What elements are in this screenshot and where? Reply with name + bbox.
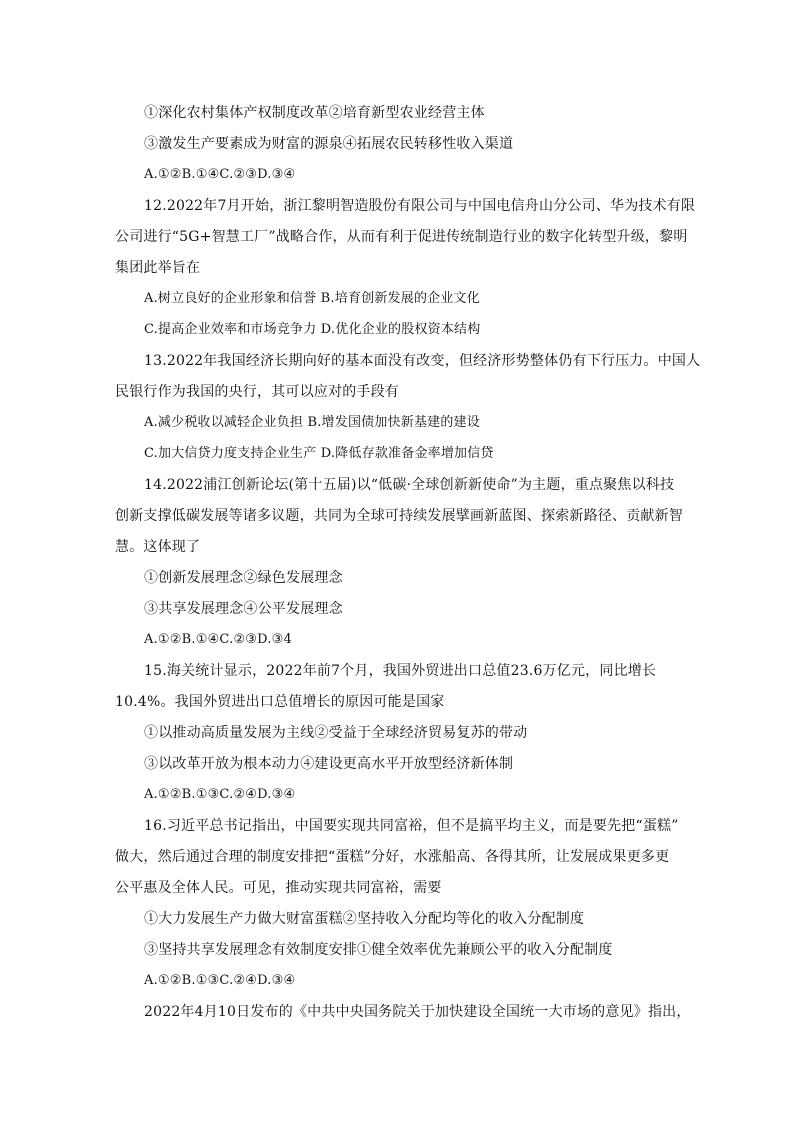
text-line: 公平惠及全体人民。可见，推动实现共同富裕，需要 — [115, 880, 442, 896]
text-line: ①创新发展理念②绿色发展理念 — [144, 570, 343, 586]
answer-options: A.减少税收以减轻企业负担 B.增发国债加快新基建的建设 — [144, 415, 480, 430]
text-line: ③激发生产要素成为财富的源泉④拓展农民转移性收入渠道 — [144, 136, 514, 152]
answer-options: A.树立良好的企业形象和信誉 B.培育创新发展的企业文化 — [144, 291, 480, 306]
text-line: ①以推动高质量发展为主线②受益于全球经济贸易复苏的带动 — [144, 725, 528, 741]
answer-options: A.①②B.①③C.②④D.③④ — [144, 787, 296, 802]
text-line: 民银行作为我国的央行，其可以应对的手段有 — [115, 384, 399, 400]
answer-options: C.提高企业效率和市场竞争力 D.优化企业的股权资本结构 — [144, 322, 481, 337]
text-line: 集团此举旨在 — [115, 260, 201, 276]
text-line: ③共享发展理念④公平发展理念 — [144, 601, 343, 617]
text-line: 慧。这体现了 — [115, 539, 201, 555]
question-12: 12.2022年7月开始，浙江黎明智造股份有限公司与中国电信舟山分公司、华为技术有限 — [144, 198, 696, 214]
text-line: 2022年4月10日发布的《中共中央国务院关于加快建设全国统一大市场的意见》指出， — [144, 1004, 691, 1020]
text-line: ③坚持共享发展理念有效制度安排①健全效率优先兼顾公平的收入分配制度 — [144, 942, 613, 958]
question-16: 16.习近平总书记指出，中国要实现共同富裕，但不是搞平均主义，而是要先把“蛋糕” — [144, 818, 679, 834]
question-13: 13.2022年我国经济长期向好的基本面没有改变，但经济形势整体仍有下行压力。中国人 — [144, 353, 701, 369]
text-line: 10.4%。我国外贸进出口总值增长的原因可能是国家 — [115, 694, 445, 710]
text-line: ③以改革开放为根本动力④建设更高水平开放型经济新体制 — [144, 756, 514, 772]
answer-options: C.加大信贷力度支持企业生产 D.降低存款准备金率增加信贷 — [144, 446, 494, 461]
answer-options: A.①②B.①③C.②④D.③④ — [144, 973, 296, 988]
question-15: 15.海关统计显示，2022年前7个月，我国外贸进出口总值23.6万亿元，同比增长 — [144, 663, 657, 679]
text-line: 做大，然后通过合理的制度安排把“蛋糕”分好，水涨船高、各得其所，让发展成果更多更 — [115, 849, 670, 865]
text-line: ①深化农村集体产权制度改革②培育新型农业经营主体 — [144, 105, 485, 121]
answer-options: A.①②B.①④C.②③D.③4 — [144, 632, 292, 647]
text-line: 创新支撑低碳发展等诸多议题，共同为全球可持续发展擘画新蓝图、探索新路径、贡献新智 — [115, 508, 683, 524]
text-line: ①大力发展生产力做大财富蛋糕②坚持收入分配均等化的收入分配制度 — [144, 911, 585, 927]
question-14: 14.2022浦江创新论坛(第十五届)以“低碳·全球创新新使命”为主题，重点聚焦以科技 — [144, 477, 675, 493]
answer-options: A.①②B.①④C.②③D.③④ — [144, 167, 296, 182]
text-line: 公司进行“5G+智慧工厂”战略合作，从而有利于促进传统制造行业的数字化转型升级，黎明 — [115, 229, 688, 245]
